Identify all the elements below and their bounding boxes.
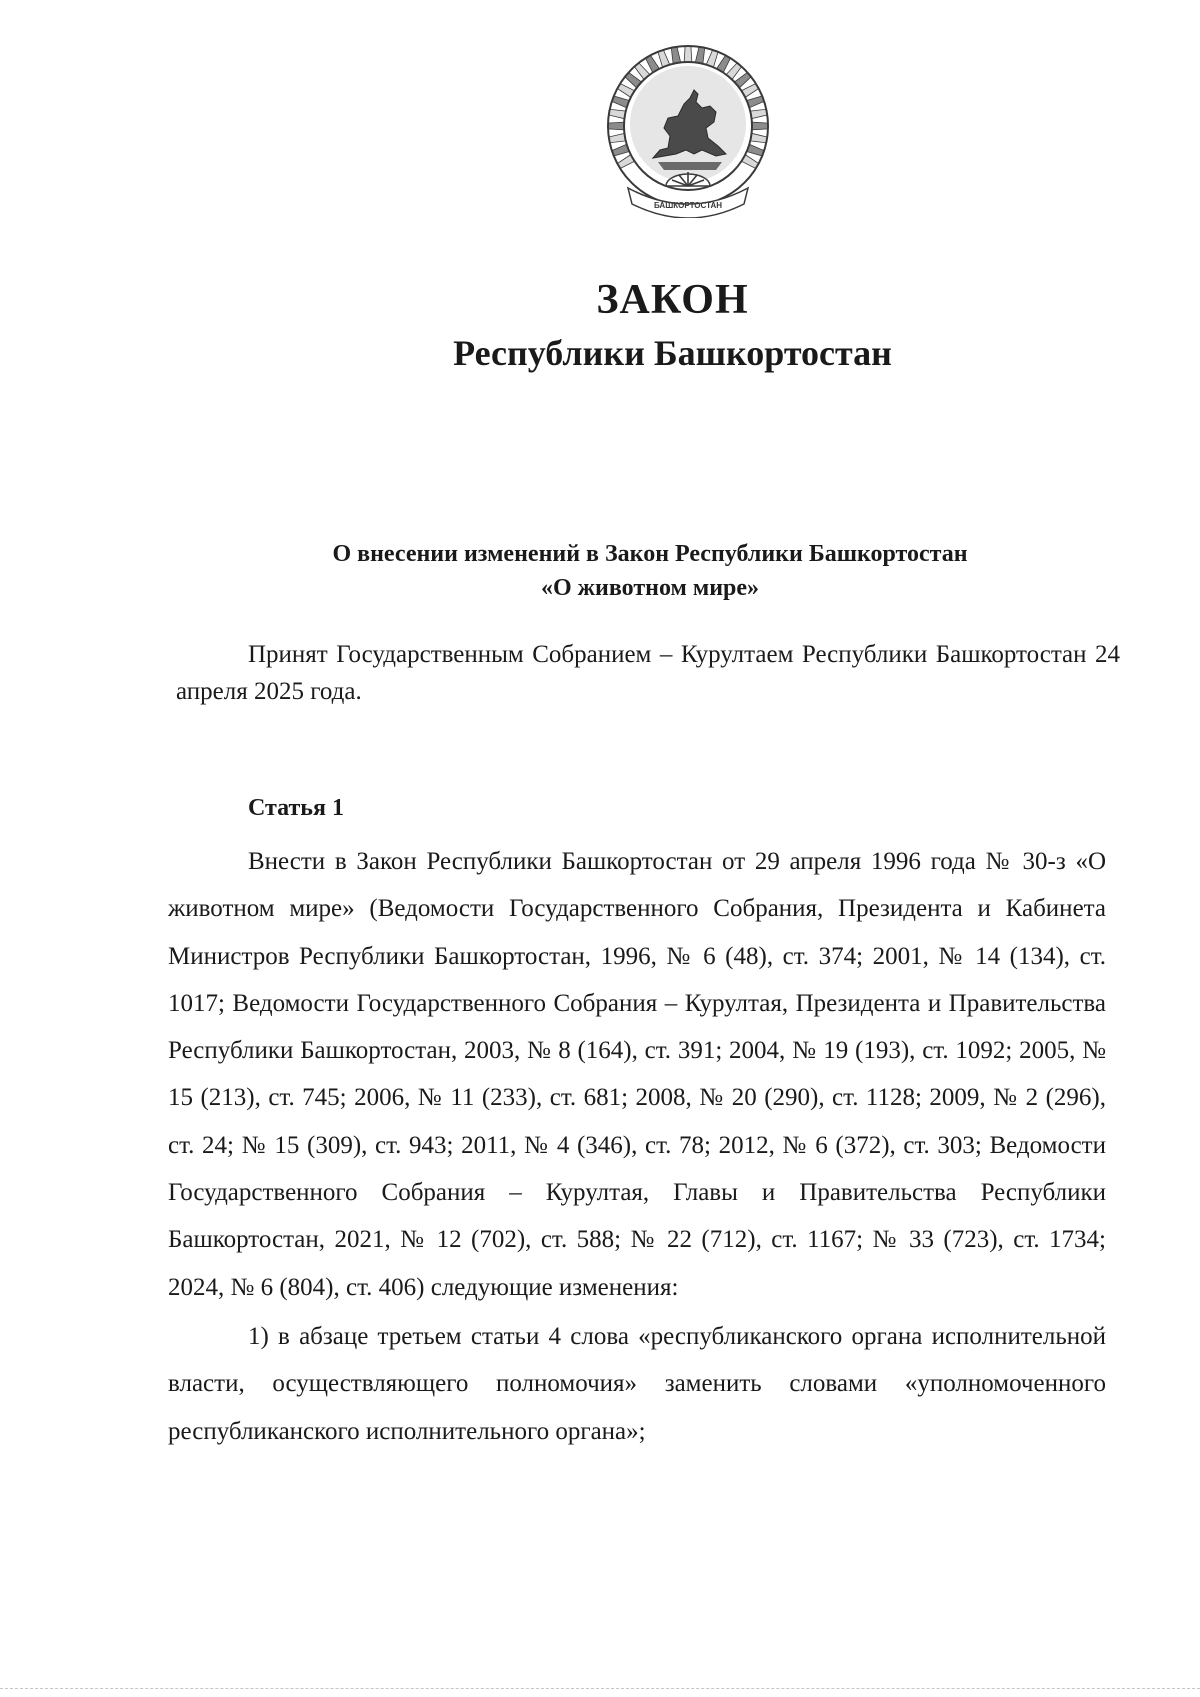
- coat-of-arms-emblem: [598, 38, 778, 218]
- emblem-ray: [684, 46, 692, 62]
- law-subject-line-1: О внесении изменений в Закон Республики Башкортостан: [332, 541, 968, 567]
- emblem-graphic: [598, 38, 778, 218]
- adoption-note: [176, 636, 1120, 710]
- emblem-ray: [752, 122, 768, 130]
- emblem-ray: [671, 47, 680, 64]
- law-subject: [230, 537, 1070, 605]
- article-body: [168, 838, 1106, 1455]
- document-title-block: [0, 272, 1200, 378]
- document-title: ЗАКОН: [596, 277, 749, 323]
- emblem-ray: [609, 109, 626, 118]
- emblem-ray: [695, 47, 704, 64]
- article-item-1: 1) в абзаце третьем статьи 4 слова «республиканского органа исполнительной власти, осуществляющего полномочия» заменить словами «уполномоченного республиканского исполнительного органа»;: [168, 1322, 1106, 1445]
- law-subject-line-2: «О животном мире»: [540, 575, 760, 601]
- adoption-note-text: Принят Государственным Собранием – Курултаем Республики Башкортостан 24 апреля 2025 года.: [176, 641, 1120, 705]
- article-title: Статья 1: [248, 795, 344, 821]
- emblem-ribbon-text: БАШКОРТОСТАН: [653, 201, 723, 210]
- emblem-ray: [609, 133, 626, 142]
- article-paragraph: Внести в Закон Республики Башкортостан от 29 апреля 1996 года № 30-з «О животном мире» (Ведомости Государственного Собрания, Президента и Кабинета Министров Республики Башкортостан, 1996, № 6 (48), ст. 374; 2001, № 14 (134), ст. 1017; Ведомости Государственного Собрания – Курултая, Президента и Правительства Республики Башкортостан, 2003, № 8 (164), ст. 391; 2004, № 19 (193), ст. 1092; 2005, № 15 (213), ст. 745; 2006, № 11 (233), ст. 681; 2008, № 20 (290), ст. 1128; 2009, № 2 (296), ст. 24; № 15 (309), ст. 943; 2011, № 4 (346), ст. 78; 2012, № 6 (372), ст. 303; Ведомости Государственного Собрания – Курултая, Главы и Правительства Республики Башкортостан, 2021, № 12 (702), ст. 588; № 22 (712), ст. 1167; № 33 (723), ст. 1734; 2024, № 6 (804), ст. 406) следующие изменения:: [168, 848, 1106, 1301]
- emblem-ray: [750, 109, 767, 118]
- page-bottom-divider: [0, 1688, 1200, 1689]
- emblem-ray: [608, 122, 624, 130]
- document-subtitle: Республики Башкортостан: [453, 333, 892, 373]
- emblem-ray: [750, 133, 767, 142]
